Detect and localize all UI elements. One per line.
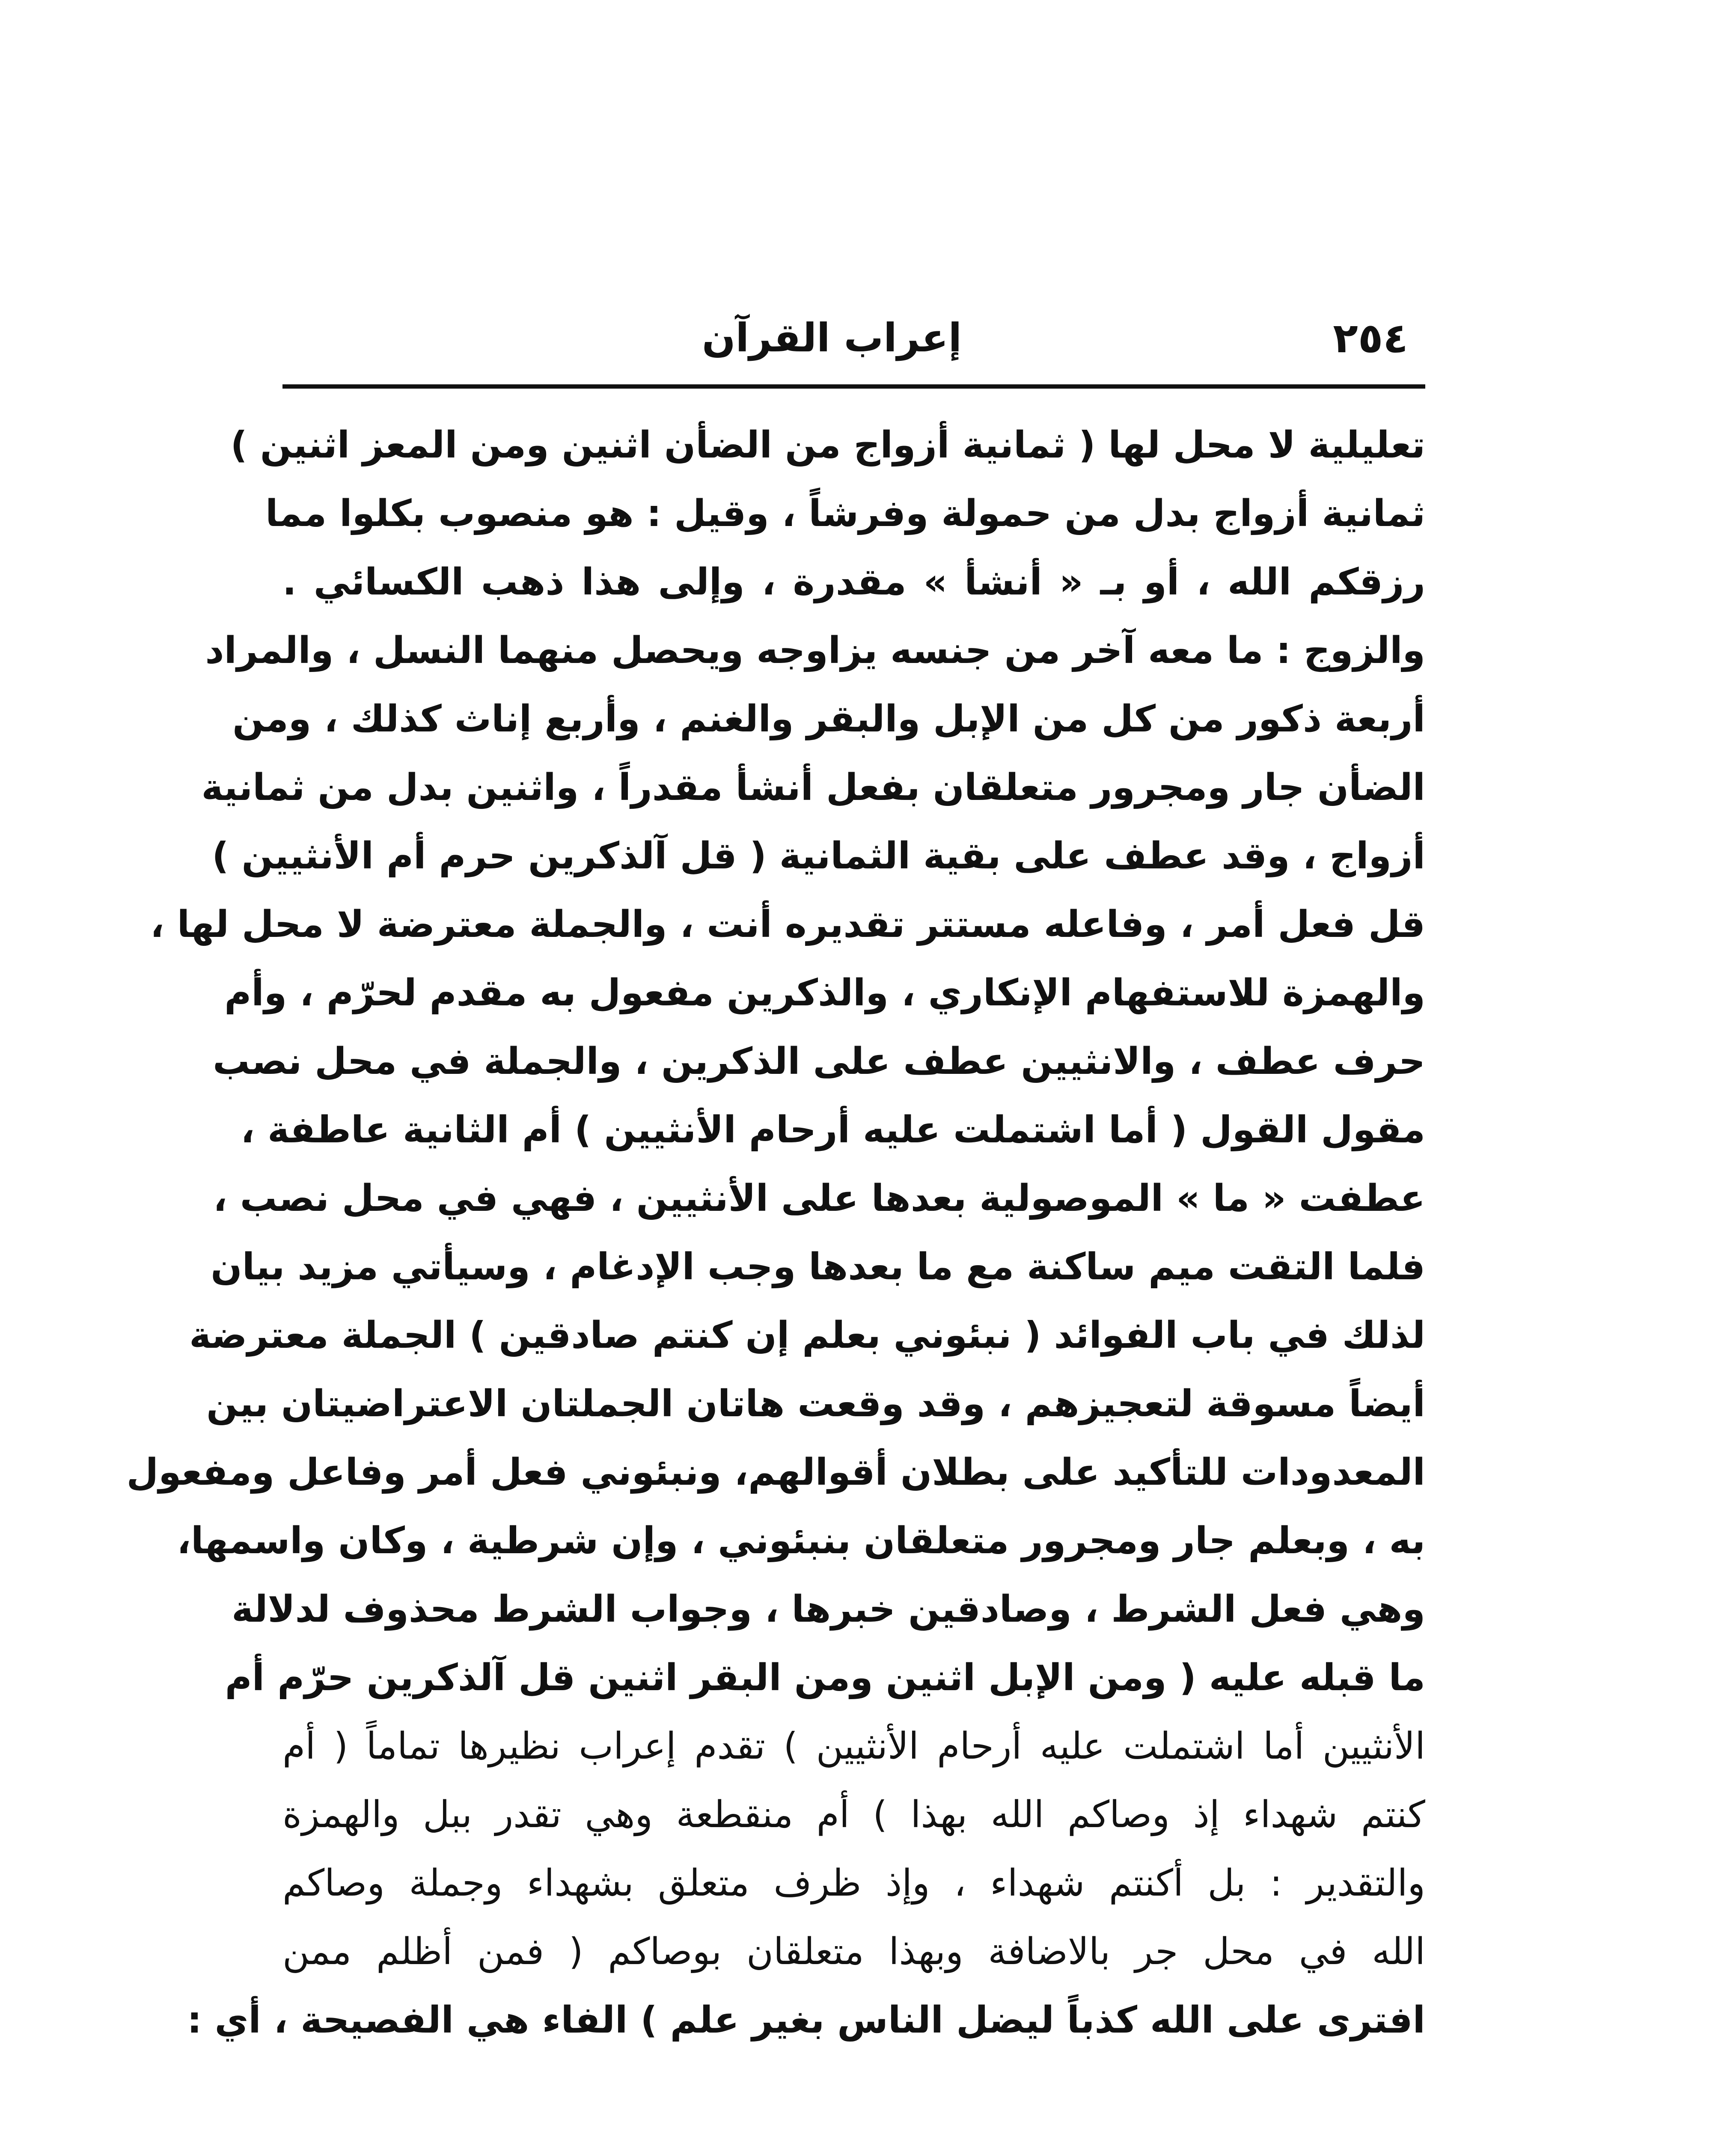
text-line: ما قبله عليه ( ومن الإبل اثنين ومن البقر اثنين قل آلذكرين حرّم أم — [225, 1656, 1425, 1699]
text-line: لذلك في باب الفوائد ( نبئوني بعلم إن كنتم صادقين ) الجملة معترضة — [189, 1314, 1425, 1357]
page-number: ٢٥٤ — [1333, 314, 1408, 362]
text-line: تعليلية لا محل لها ( ثمانية أزواج من الضأن اثنين ومن المعز اثنين ) — [230, 424, 1425, 467]
text-line: الضأن جار ومجرور متعلقان بفعل أنشأ مقدراً ، واثنين بدل من ثمانية — [201, 766, 1425, 809]
text-line: المعدودات للتأكيد على بطلان أقوالهم، ونبئوني فعل أمر وفاعل ومفعول — [126, 1451, 1425, 1494]
text-line: الأنثيين أما اشتملت عليه أرحام الأنثيين ) تقدم إعراب نظيرها تماماً ( أم — [282, 1725, 1425, 1768]
text-line: فلما التقت ميم ساكنة مع ما بعدها وجب الإدغام ، وسيأتي مزيد بيان — [211, 1245, 1425, 1288]
text-line: والزوج : ما معه آخر من جنسه يزاوجه ويحصل منهما النسل ، والمراد — [205, 629, 1425, 672]
text-line: أزواج ، وقد عطف على بقية الثمانية ( قل آلذكرين حرم أم الأنثيين ) — [212, 835, 1425, 877]
text-line: والهمزة للاستفهام الإنكاري ، والذكرين مفعول به مقدم لحرّم ، وأم — [224, 972, 1425, 1014]
text-line: افترى على الله كذباً ليضل الناس بغير علم ) الفاء هي الفصيحة ، أي : — [187, 1999, 1425, 2042]
text-line: قل فعل أمر ، وفاعله مستتر تقديره أنت ، والجملة معترضة لا محل لها ، — [150, 903, 1425, 946]
text-line: ثمانية أزواج بدل من حمولة وفرشاً ، وقيل : هو منصوب بكلوا مما — [265, 492, 1425, 535]
text-line: حرف عطف ، والانثيين عطف على الذكرين ، والجملة في محل نصب — [213, 1040, 1425, 1083]
header-rule — [282, 384, 1425, 389]
text-line: كنتم شهداء إذ وصاكم الله بهذا ) أم منقطعة وهي تقدر ببل والهمزة — [282, 1793, 1425, 1836]
text-line: والتقدير : بل أكنتم شهداء ، وإذ ظرف متعلق بشهداء وجملة وصاكم — [282, 1862, 1425, 1905]
text-line: به ، وبعلم جار ومجرور متعلقان بنبئوني ، وإن شرطية ، وكان واسمها، — [177, 1519, 1425, 1562]
text-line: رزقكم الله ، أو بـ « أنشأ » مقدرة ، وإلى هذا ذهب الكسائي . — [282, 561, 1425, 603]
text-line: أربعة ذكور من كل من الإبل والبقر والغنم ، وأربع إناث كذلك ، ومن — [232, 698, 1425, 740]
text-line: الله في محل جر بالاضافة وبهذا متعلقان بوصاكم ( فمن أظلم ممن — [282, 1930, 1425, 1973]
text-line: أيضاً مسوقة لتعجيزهم ، وقد وقعت هاتان الجملتان الاعتراضيتان بين — [206, 1382, 1425, 1425]
text-line: عطفت « ما » الموصولية بعدها على الأنثيين ، فهي في محل نصب ، — [213, 1177, 1425, 1220]
text-line: مقول القول ( أما اشتملت عليه أرحام الأنثيين ) أم الثانية عاطفة ، — [241, 1109, 1425, 1151]
running-title: إعراب القرآن — [702, 315, 962, 361]
body-text — [126, 411, 1425, 2054]
page-header — [282, 300, 1425, 381]
text-line: وهي فعل الشرط ، وصادقين خبرها ، وجواب الشرط محذوف لدلالة — [232, 1588, 1425, 1631]
